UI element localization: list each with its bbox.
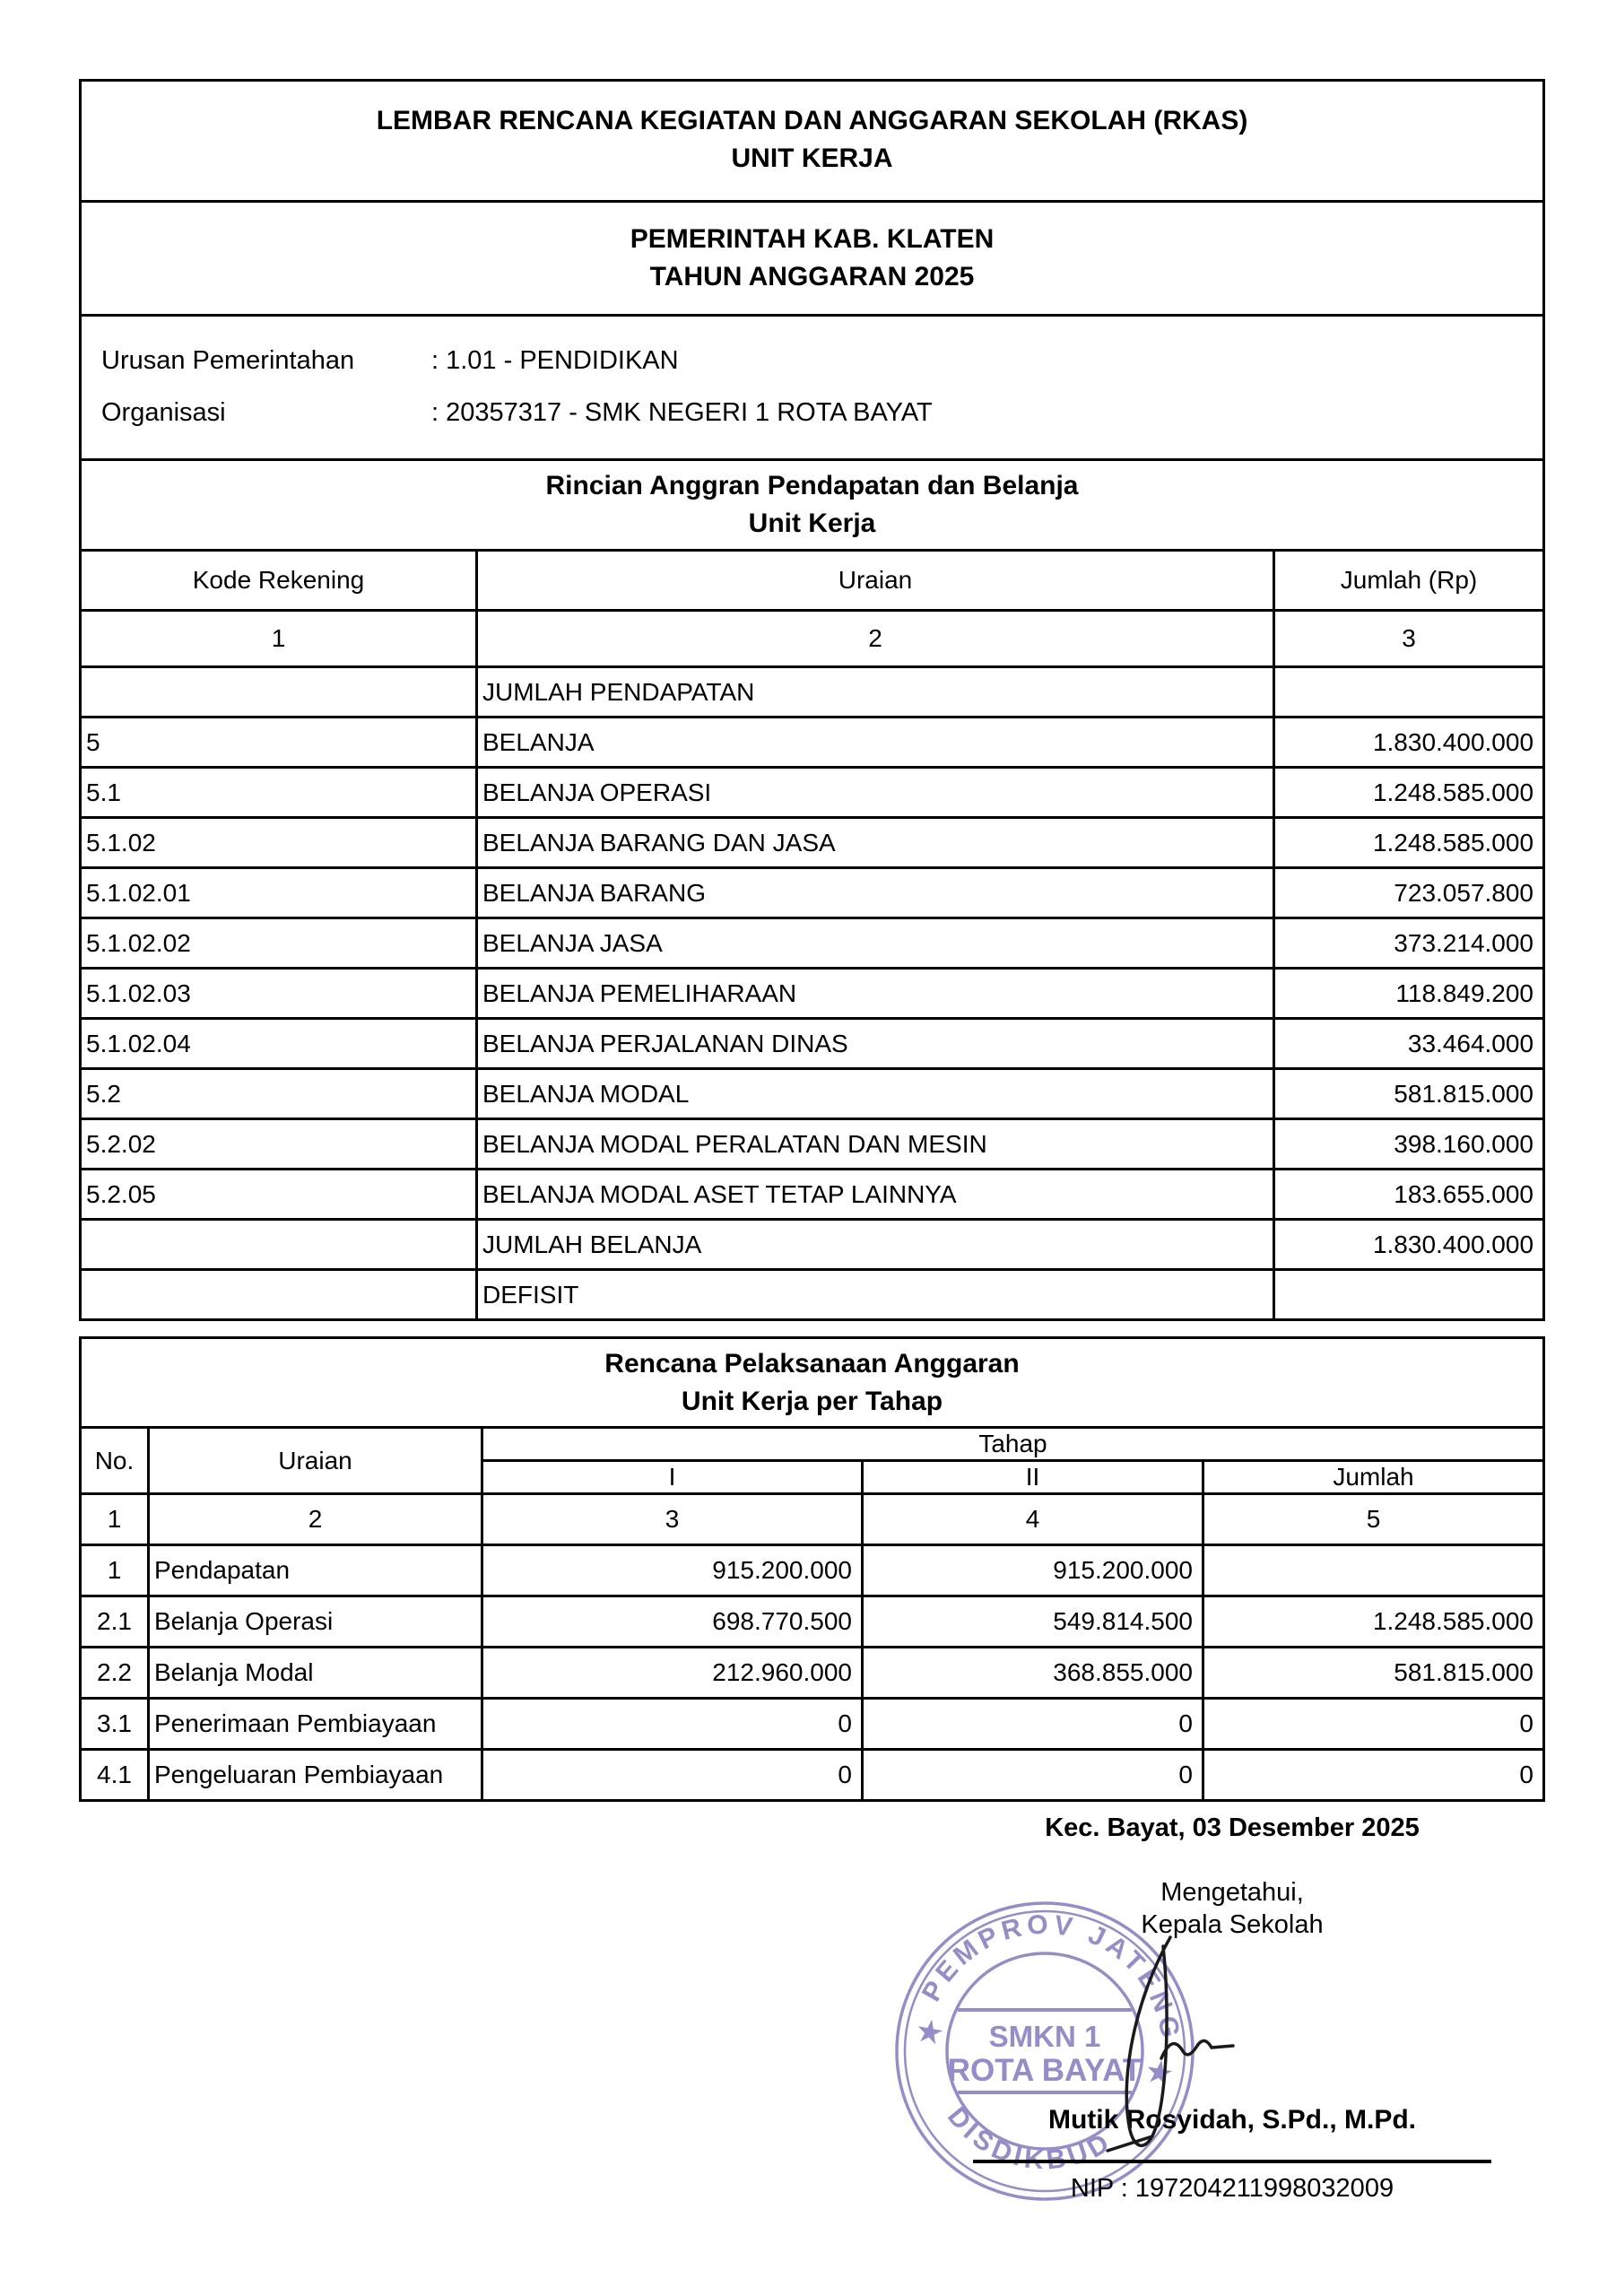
- cell-jumlah: 1.248.585.000: [1274, 768, 1544, 818]
- cell-jumlah: 581.815.000: [1203, 1648, 1544, 1699]
- cell-no: 2.2: [81, 1648, 149, 1699]
- col-header-tahap: Tahap: [482, 1428, 1544, 1461]
- cell-jumlah: 1.830.400.000: [1274, 718, 1544, 768]
- table-row: [81, 1170, 1544, 1220]
- cell-uraian: BELANJA MODAL: [477, 1069, 1274, 1119]
- stamp-top-text: PEMPROV JATENG: [917, 1909, 1186, 2045]
- budget-table-title-line1: Rincian Anggran Pendapatan dan Belanja: [545, 471, 1079, 500]
- table-row: [81, 1270, 1544, 1320]
- col-header-kode: Kode Rekening: [81, 551, 477, 611]
- table-row: [81, 918, 1544, 969]
- cell-kode: [81, 1270, 477, 1320]
- budget-table-title-cell: [81, 460, 1544, 551]
- field-organisasi: [101, 387, 1542, 439]
- table-row: [81, 1545, 1544, 1596]
- col-header-uraian: Uraian: [149, 1428, 482, 1494]
- cell-uraian: BELANJA JASA: [477, 918, 1274, 969]
- stamp-center-line2: ROTA BAYAT: [947, 2053, 1142, 2088]
- cell-no: 1: [81, 1545, 149, 1596]
- stamp-bottom-text: DISDIKBUD: [942, 2101, 1118, 2176]
- col-header-uraian: Uraian: [477, 551, 1274, 611]
- table-row: [81, 718, 1544, 768]
- signature-line1: Mengetahui,: [1160, 1878, 1304, 1907]
- cell-uraian: BELANJA PEMELIHARAAN: [477, 969, 1274, 1019]
- field-urusan-value: : 1.01 - PENDIDIKAN: [431, 346, 679, 375]
- col-number-4: 4: [863, 1494, 1203, 1545]
- cell-uraian: BELANJA BARANG DAN JASA: [477, 818, 1274, 868]
- cell-jumlah: 373.214.000: [1274, 918, 1544, 969]
- cell-kode: 5.1.02: [81, 818, 477, 868]
- signature-squiggle: [1161, 2040, 1233, 2058]
- document-title-line2: UNIT KERJA: [731, 144, 893, 173]
- phase-table-title-line2: Unit Kerja per Tahap: [681, 1386, 943, 1416]
- cell-tahap1: 212.960.000: [482, 1648, 863, 1699]
- cell-tahap2: 915.200.000: [863, 1545, 1203, 1596]
- cell-uraian: BELANJA MODAL PERALATAN DAN MESIN: [477, 1119, 1274, 1170]
- cell-jumlah: 723.057.800: [1274, 868, 1544, 918]
- cell-jumlah: 1.248.585.000: [1203, 1596, 1544, 1648]
- cell-tahap2: 0: [863, 1750, 1203, 1801]
- cell-jumlah: 1.248.585.000: [1274, 818, 1544, 868]
- cell-uraian: JUMLAH PENDAPATAN: [477, 667, 1274, 718]
- cell-uraian: Penerimaan Pembiayaan: [149, 1699, 482, 1750]
- cell-kode: 5.1.02.03: [81, 969, 477, 1019]
- cell-uraian: BELANJA: [477, 718, 1274, 768]
- cell-jumlah: [1274, 667, 1544, 718]
- header-fields-cell: [81, 316, 1544, 460]
- cell-tahap2: 368.855.000: [863, 1648, 1203, 1699]
- cell-jumlah: 1.830.400.000: [1274, 1220, 1544, 1270]
- table-row: [81, 1750, 1544, 1801]
- cell-no: 2.1: [81, 1596, 149, 1648]
- cell-uraian: BELANJA OPERASI: [477, 768, 1274, 818]
- field-organisasi-label: Organisasi: [101, 398, 226, 427]
- col-number-3: 3: [1274, 611, 1544, 667]
- field-urusan-label: Urusan Pemerintahan: [101, 346, 355, 375]
- cell-uraian: BELANJA PERJALANAN DINAS: [477, 1019, 1274, 1069]
- cell-uraian: JUMLAH BELANJA: [477, 1220, 1274, 1270]
- cell-kode: 5: [81, 718, 477, 768]
- cell-tahap1: 915.200.000: [482, 1545, 863, 1596]
- cell-kode: [81, 1220, 477, 1270]
- col-header-jumlah: Jumlah (Rp): [1274, 551, 1544, 611]
- star-icon: ★: [914, 2013, 946, 2050]
- cell-uraian: Belanja Modal: [149, 1648, 482, 1699]
- col-header-phase1: I: [482, 1461, 863, 1494]
- cell-no: 4.1: [81, 1750, 149, 1801]
- star-icon: ★: [1143, 2054, 1176, 2091]
- col-number-1: 1: [81, 611, 477, 667]
- cell-no: 3.1: [81, 1699, 149, 1750]
- cell-tahap1: 0: [482, 1699, 863, 1750]
- signature-nip: NIP : 197204211998032009: [1070, 2174, 1394, 2203]
- cell-kode: 5.2.05: [81, 1170, 477, 1220]
- signature-scribble: [1058, 1919, 1291, 2161]
- government-title-cell: [81, 202, 1544, 316]
- government-line2: TAHUN ANGGARAN 2025: [649, 262, 975, 291]
- cell-jumlah: 183.655.000: [1274, 1170, 1544, 1220]
- col-number-1: 1: [81, 1494, 149, 1545]
- cell-uraian: BELANJA BARANG: [477, 868, 1274, 918]
- table-row: [81, 1069, 1544, 1119]
- col-header-phase2: II: [863, 1461, 1203, 1494]
- phase-table: [79, 1336, 1545, 1802]
- budget-table-title-line2: Unit Kerja: [748, 509, 876, 538]
- signature-line2: Kepala Sekolah: [1141, 1910, 1324, 1939]
- signature-name: Mutik Rosyidah, S.Pd., M.Pd.: [1047, 2105, 1417, 2135]
- col-number-5: 5: [1203, 1494, 1544, 1545]
- table-row: [81, 768, 1544, 818]
- cell-kode: [81, 667, 477, 718]
- phase-table-number-row: [81, 1494, 1544, 1545]
- cell-uraian: Pendapatan: [149, 1545, 482, 1596]
- cell-jumlah: [1203, 1545, 1544, 1596]
- cell-uraian: Belanja Operasi: [149, 1596, 482, 1648]
- col-number-2: 2: [477, 611, 1274, 667]
- cell-jumlah: 0: [1203, 1750, 1544, 1801]
- table-row: [81, 818, 1544, 868]
- cell-tahap1: 0: [482, 1750, 863, 1801]
- cell-jumlah: [1274, 1270, 1544, 1320]
- col-number-2: 2: [149, 1494, 482, 1545]
- cell-uraian: DEFISIT: [477, 1270, 1274, 1320]
- col-header-no: No.: [81, 1428, 149, 1494]
- document-title-line1: LEMBAR RENCANA KEGIATAN DAN ANGGARAN SEKOLAH (RKAS): [376, 106, 1248, 135]
- table-row: [81, 667, 1544, 718]
- cell-jumlah: 581.815.000: [1274, 1069, 1544, 1119]
- table-row: [81, 1699, 1544, 1750]
- table-row: [81, 868, 1544, 918]
- document-title-cell: [81, 81, 1544, 202]
- cell-kode: 5.2: [81, 1069, 477, 1119]
- budget-table: [79, 79, 1545, 1321]
- table-row: [81, 969, 1544, 1019]
- cell-uraian: BELANJA MODAL ASET TETAP LAINNYA: [477, 1170, 1274, 1220]
- budget-table-number-row: [81, 611, 1544, 667]
- cell-jumlah: 118.849.200: [1274, 969, 1544, 1019]
- table-row: [81, 1019, 1544, 1069]
- cell-tahap2: 0: [863, 1699, 1203, 1750]
- col-number-3: 3: [482, 1494, 863, 1545]
- cell-kode: 5.1: [81, 768, 477, 818]
- field-urusan: [101, 335, 1542, 387]
- phase-table-title-line1: Rencana Pelaksanaan Anggaran: [604, 1348, 1020, 1378]
- table-row: [81, 1119, 1544, 1170]
- cell-jumlah: 33.464.000: [1274, 1019, 1544, 1069]
- field-organisasi-value: : 20357317 - SMK NEGERI 1 ROTA BAYAT: [431, 398, 933, 427]
- cell-kode: 5.1.02.04: [81, 1019, 477, 1069]
- table-row: [81, 1220, 1544, 1270]
- cell-jumlah: 398.160.000: [1274, 1119, 1544, 1170]
- phase-table-header-row: [81, 1428, 1544, 1461]
- cell-tahap2: 549.814.500: [863, 1596, 1203, 1648]
- cell-uraian: Pengeluaran Pembiayaan: [149, 1750, 482, 1801]
- budget-table-header-row: [81, 551, 1544, 611]
- table-row: [81, 1596, 1544, 1648]
- cell-jumlah: 0: [1203, 1699, 1544, 1750]
- government-line1: PEMERINTAH KAB. KLATEN: [630, 224, 995, 254]
- cell-kode: 5.2.02: [81, 1119, 477, 1170]
- col-header-jumlah: Jumlah: [1203, 1461, 1544, 1494]
- signature-place-date: Kec. Bayat, 03 Desember 2025: [1045, 1813, 1420, 1842]
- cell-tahap1: 698.770.500: [482, 1596, 863, 1648]
- phase-table-title-cell: [81, 1338, 1544, 1428]
- cell-kode: 5.1.02.02: [81, 918, 477, 969]
- signature-main-loop: [1126, 1937, 1170, 2145]
- table-row: [81, 1648, 1544, 1699]
- cell-kode: 5.1.02.01: [81, 868, 477, 918]
- stamp-center-line1: SMKN 1: [988, 2020, 1101, 2053]
